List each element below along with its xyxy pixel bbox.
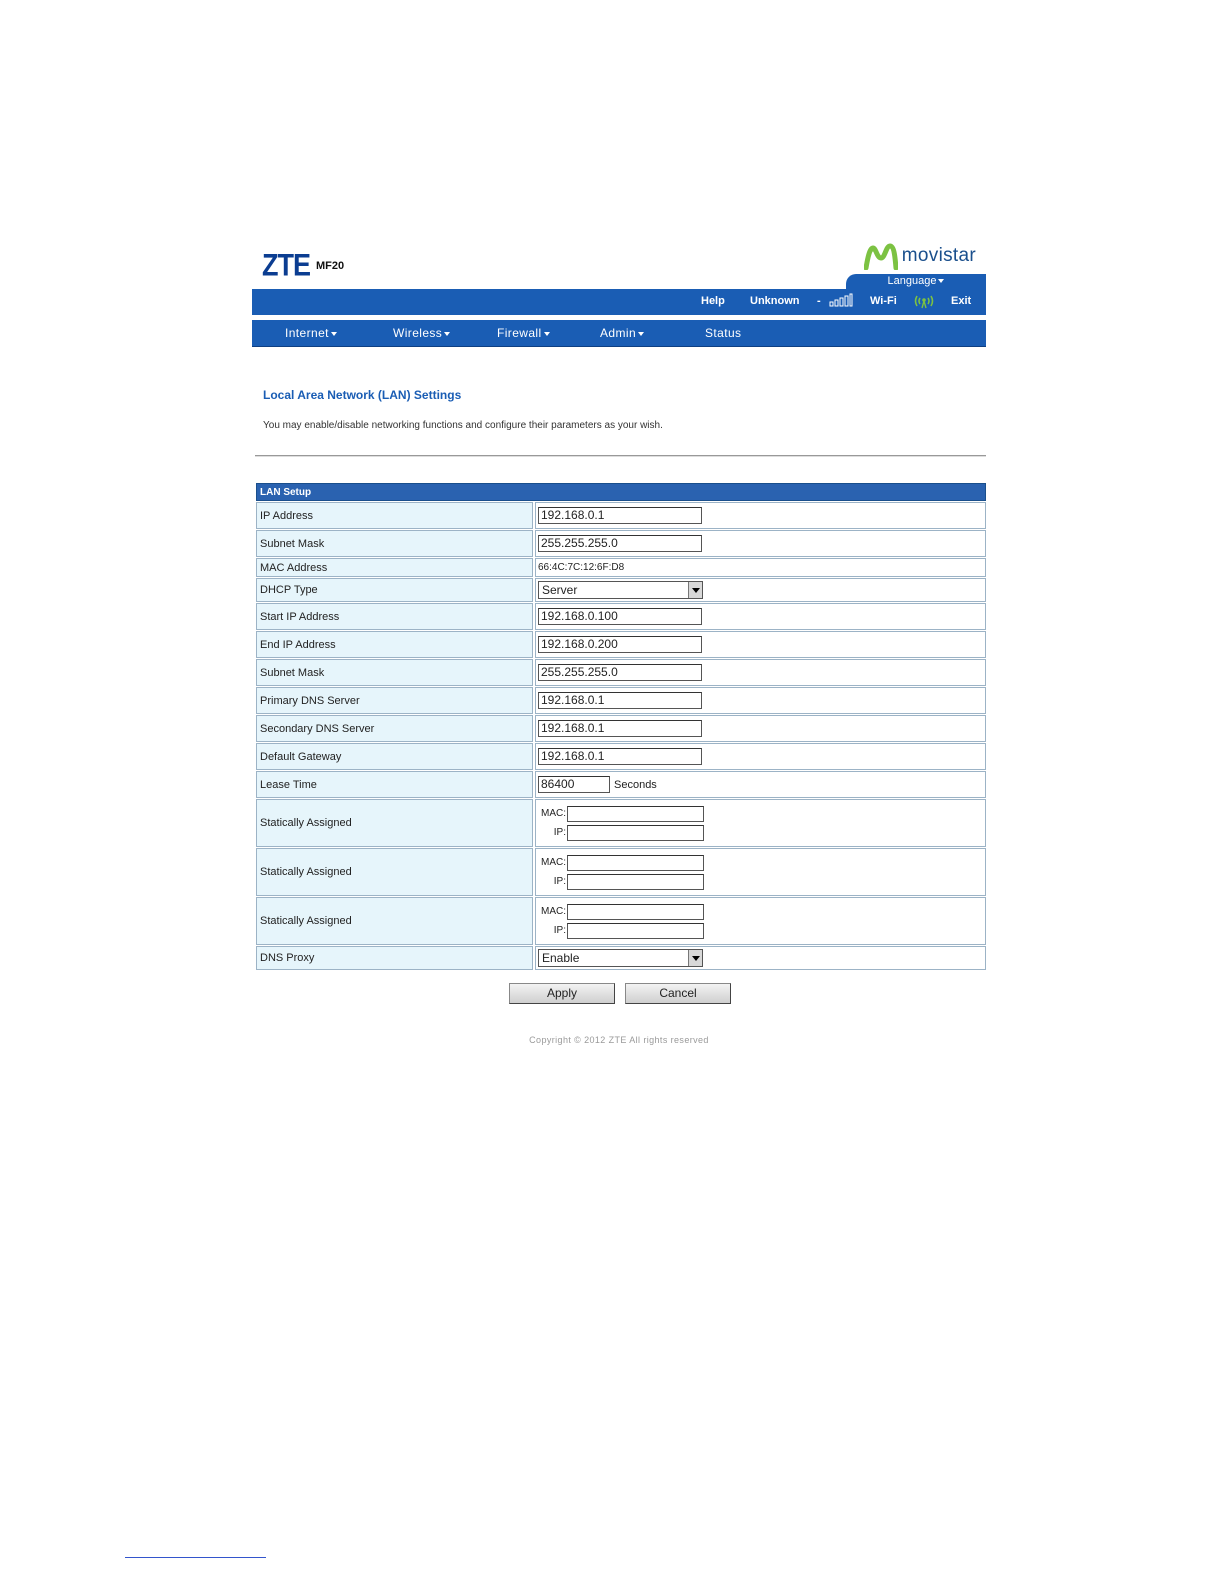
static-assignment-label: Statically Assigned [256,799,533,847]
movistar-m-icon [864,242,898,270]
lease-time-unit: Seconds [614,778,657,791]
language-label: Language [887,275,937,287]
dns-proxy-label: DNS Proxy [256,946,533,970]
default-gateway-input[interactable]: 192.168.0.1 [538,748,702,765]
static-assignment-row [256,897,986,945]
copyright: Copyright © 2012 ZTE All rights reserved [529,1035,709,1045]
dhcp-type-select[interactable] [538,581,703,599]
chevron-down-icon [444,332,450,336]
dhcp-type-row [256,578,986,602]
subnet-mask-input[interactable]: 255.255.255.0 [538,535,702,552]
divider [255,455,986,457]
model-name: MF20 [316,260,345,272]
lease-time-label: Lease Time [256,771,533,798]
dhcp-type-label: DHCP Type [256,578,533,602]
exit-link[interactable]: Exit [951,295,972,307]
secondary-dns-label: Secondary DNS Server [256,715,533,742]
dns-proxy-row [256,946,986,970]
static-mac-label: MAC: [541,906,566,917]
operator-name: movistar [901,245,976,266]
chevron-down-icon [331,332,337,336]
section-header: LAN Setup [256,483,986,501]
static-assignment-row [256,848,986,896]
static-mac-label: MAC: [541,808,566,819]
mac-address-label: MAC Address [256,558,533,577]
signal-strength-icon [829,293,853,310]
ip-address-label: IP Address [256,502,533,529]
chevron-down-icon [938,279,944,283]
dhcp-subnet-mask-input[interactable]: 255.255.255.0 [538,664,702,681]
chevron-down-icon [638,332,644,336]
dropdown-arrow-icon [688,950,702,966]
static-assignment-label: Statically Assigned [256,848,533,896]
nav-firewall-label: Firewall [497,326,542,340]
nav-wireless[interactable] [393,326,450,340]
page-description: You may enable/disable networking functions and configure their parameters as your wish. [263,420,663,431]
default-gateway-label: Default Gateway [256,743,533,770]
dhcp-type-value: Server [542,583,578,597]
dhcp-subnet-mask-label: Subnet Mask [256,659,533,686]
static-ip-input[interactable] [567,923,704,939]
dropdown-arrow-icon [688,582,702,598]
start-ip-row [256,603,986,630]
static-assignment-label: Statically Assigned [256,897,533,945]
ip-address-input[interactable]: 192.168.0.1 [538,507,702,524]
apply-button[interactable]: Apply [509,983,615,1004]
footnote-divider [125,1557,266,1558]
nav-admin[interactable] [600,326,644,340]
end-ip-row [256,631,986,658]
static-ip-label: IP: [553,876,566,887]
secondary-dns-row [256,715,986,742]
form-actions [509,983,731,1004]
secondary-dns-input[interactable]: 192.168.0.1 [538,720,702,737]
start-ip-input[interactable]: 192.168.0.100 [538,608,702,625]
end-ip-label: End IP Address [256,631,533,658]
ip-address-row [256,502,986,529]
status-separator: - [817,295,821,307]
nav-internet[interactable] [285,326,337,340]
network-status: Unknown [750,295,800,307]
default-gateway-row [256,743,986,770]
mac-address-value: 66:4C:7C:12:6F:D8 [538,562,625,573]
mac-address-row [256,558,986,577]
static-mac-label: MAC: [541,857,566,868]
end-ip-input[interactable]: 192.168.0.200 [538,636,702,653]
status-bar [252,289,986,315]
dhcp-subnet-mask-row [256,659,986,686]
main-nav [252,320,986,347]
lease-time-input[interactable]: 86400 [538,776,610,793]
nav-firewall[interactable] [497,326,550,340]
nav-admin-label: Admin [600,326,637,340]
subnet-mask-row [256,530,986,557]
static-ip-label: IP: [553,827,566,838]
wifi-signal-icon [913,293,935,312]
dns-proxy-value: Enable [542,951,580,965]
primary-dns-label: Primary DNS Server [256,687,533,714]
nav-status[interactable]: Status [705,326,742,340]
help-link[interactable]: Help [701,295,725,307]
start-ip-label: Start IP Address [256,603,533,630]
static-ip-input[interactable] [567,874,704,890]
dns-proxy-select[interactable] [538,949,703,967]
nav-internet-label: Internet [285,326,329,340]
movistar-logo [864,242,976,270]
language-menu[interactable] [846,274,986,289]
static-mac-input[interactable] [567,904,704,920]
static-ip-input[interactable] [567,825,704,841]
page-title: Local Area Network (LAN) Settings [263,388,462,402]
zte-logo: ZTE [262,247,310,283]
wifi-label: Wi-Fi [870,295,897,307]
primary-dns-row [256,687,986,714]
cancel-button[interactable]: Cancel [625,983,731,1004]
lan-setup-table [256,483,986,970]
lease-time-row [256,771,986,798]
static-mac-input[interactable] [567,806,704,822]
static-mac-input[interactable] [567,855,704,871]
subnet-mask-label: Subnet Mask [256,530,533,557]
primary-dns-input[interactable]: 192.168.0.1 [538,692,702,709]
chevron-down-icon [544,332,550,336]
static-assignment-row [256,799,986,847]
static-ip-label: IP: [553,925,566,936]
nav-wireless-label: Wireless [393,326,443,340]
